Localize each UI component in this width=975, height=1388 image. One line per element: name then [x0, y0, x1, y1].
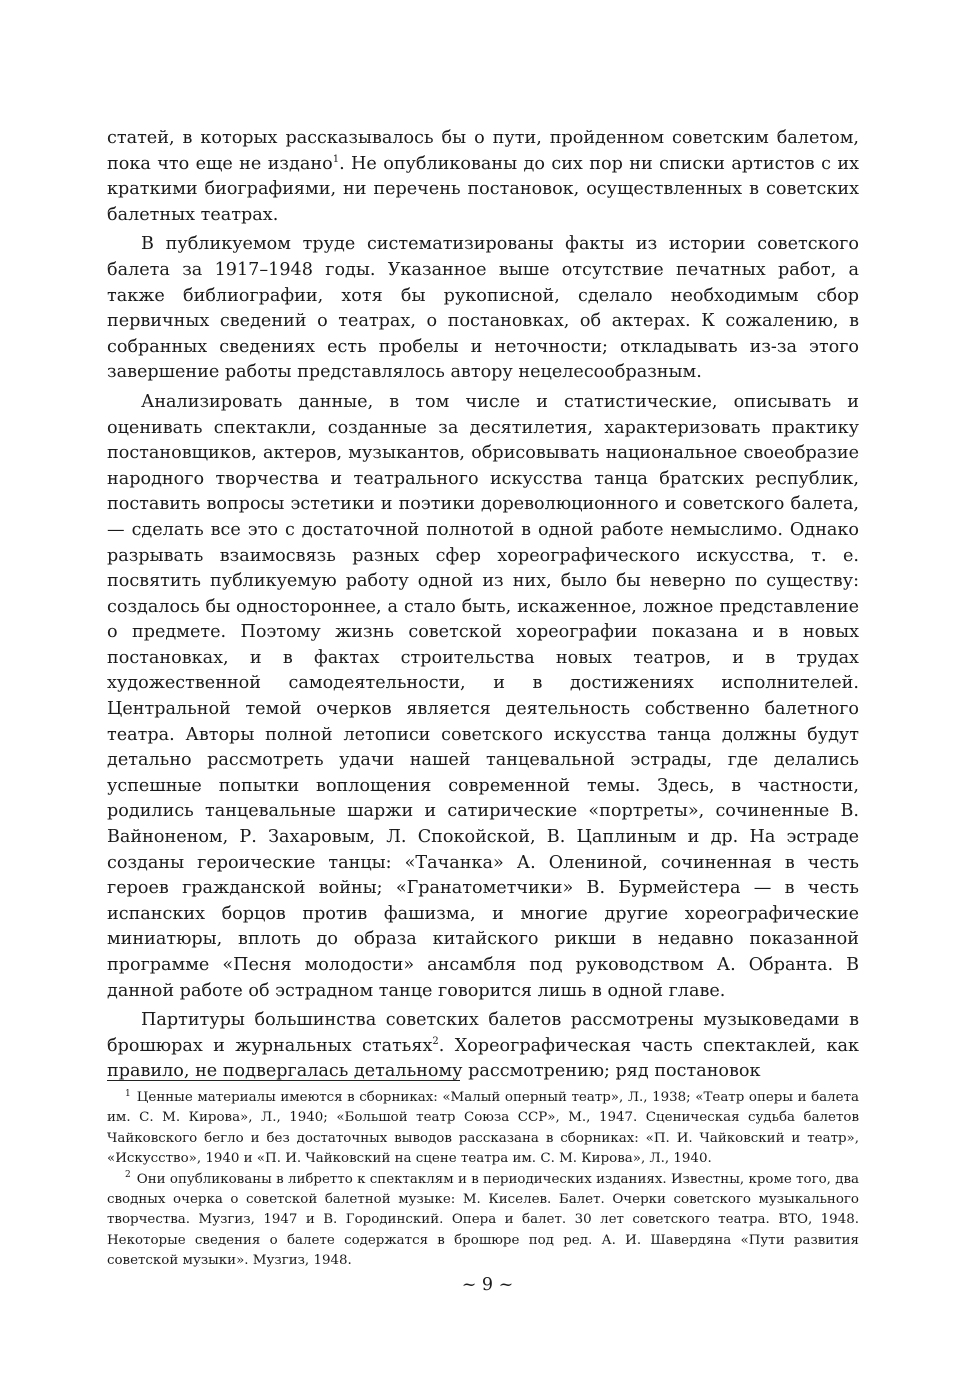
- paragraph-1: [107, 126, 859, 228]
- paragraph-4-text: Партитуры большинства советских балетов рассмотрены музыковедами в брошюрах и журнальных статьях: [107, 1010, 859, 1056]
- paragraph-4-text-after: . Хореографическая часть спектаклей, как правило, не подвергалась детальному рассмотрению; ряд постановок: [107, 1035, 859, 1082]
- footnote-1-text: Ценные материалы имеются в сборниках: «Малый оперный театр», Л., 1938; «Театр оперы и балета им. С. М. Кирова», Л., 1940; «Большой театр Союза ССР», М., 1947. Сценическая судьба балетов Чайковского бегло и без достаточных выводов рассказана в сборниках: «П. И. Чайковский и театр», «Искусство», 1940 и «П. И. Чайковский на сцене театра им. С. М. Кирова», Л., 1940.: [107, 1090, 859, 1167]
- paragraph-1-text: статей, в которых рассказывалось бы о пути, пройденном советским балетом, пока что еще не издано: [107, 128, 859, 174]
- footnote-2: [107, 1170, 859, 1272]
- footnote-ref-2[interactable]: 2: [432, 1035, 439, 1047]
- footnote-2-number: 2: [125, 1170, 131, 1181]
- footnote-ref-1[interactable]: 1: [332, 153, 340, 165]
- main-text: [107, 126, 859, 1085]
- footnote-divider: [107, 1080, 460, 1081]
- footnotes: [107, 1088, 859, 1272]
- paragraph-1-text-after: . Не опубликованы до сих пор ни списки артистов с их краткими биографиями, ни перечень постановок, осуществленных в советских балетных театрах.: [107, 153, 860, 225]
- page-number: ~ 9 ~: [461, 1275, 514, 1295]
- paragraph-4: [107, 1008, 859, 1085]
- footnote-1: [107, 1088, 859, 1170]
- footnote-2-text: Они опубликованы в либретто к спектаклям и в периодических изданиях. Известны, кроме того, два сводных очерка о советской балетной музыке: М. Киселев. Балет. Очерки советского музыкального творчества. Музгиз, 1947 и В. Городинский. Опера и балет. 30 лет советского театра. ВТО, 1948. Некоторые сведения о балете содержатся в брошюре под ред. А. И. Шавердяна «Пути развития советской музыки». Музгиз, 1948.: [107, 1171, 859, 1269]
- paragraph-3: Анализировать данные, в том числе и статистические, описывать и оценивать спектакли, созданные за десятилетия, характеризовать практику постановщиков, актеров, музыкантов, обрисовывать национальное своеобразие народного творчества и театрального искусства танца братских республик, поставить вопросы эстетики и поэтики дореволюционного и советского балета, — сделать все это с достаточной полнотой в одной работе немыслимо. Однако разрывать взаимосвязь разных сфер хореографического искусства, т. е. посвятить публикуемую работу одной из них, было бы неверно по существу: создалось бы одностороннее, а стало быть, искаженное, ложное представление о предмете. Поэтому жизнь советской хореографии показана и в новых постановках, и в фактах строительства новых театров, и в трудах художественной самодеятельности, и в достижениях исполнителей. Центральной темой очерков является деятельность собственно балетного театра. Авторы полной летописи советского искусства танца должны будут детально рассмотреть удачи нашей танцевальной эстрады, где делались успешные попытки воплощения современной темы. Здесь, в частности, родились танцевальные шаржи и сатирические «портреты», сочиненные В. Вайноненом, Р. Захаровым, Л. Спокойской, В. Цаплиным и др. На эстраде созданы героические танцы: «Тачанка» А. Олениной, сочиненная в честь героев гражданской войны; «Гранатометчики» В. Бурмейстера — в честь испанских борцов против фашизма, и многие другие хореографические миниатюры, вплоть до образа китайского рикши в недавно показанной программе «Песня молодости» ансамбля под руководством А. Обранта. В данной работе об эстрадном танце говорится лишь в одной главе.: [107, 391, 859, 1001]
- footnote-1-number: 1: [125, 1088, 131, 1099]
- paragraph-2: В публикуемом труде систематизированы факты из истории советского балета за 1917–1948 годы. Указанное выше отсутствие печатных работ, а также библиографии, хотя бы рукописной, сделало необходимым сбор первичных сведений о театрах, о постановках, об актерах. К сожалению, в собранных сведениях есть пробелы и неточности; откладывать из-за этого завершение работы представлялось автору нецелесообразным.: [107, 234, 859, 383]
